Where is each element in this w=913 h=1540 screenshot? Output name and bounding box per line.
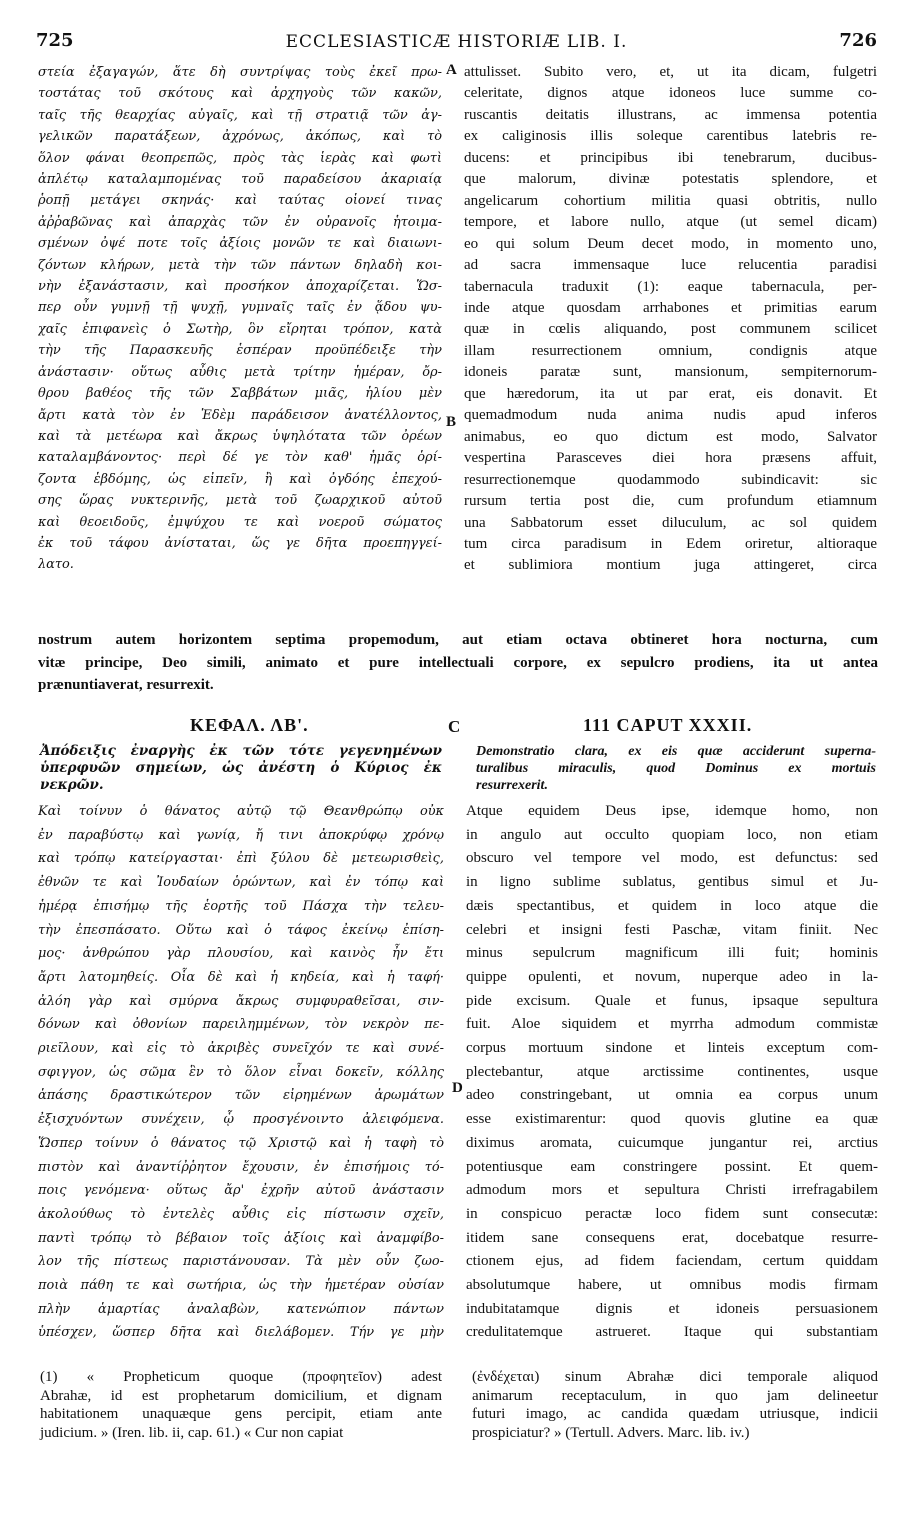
running-title: ECCLESIASTICÆ HISTORIÆ LIB. I.: [285, 32, 628, 52]
text-line: celeritate, dignos atque idoneos luce summe co-: [464, 85, 877, 102]
text-line: diximus aromata, cuicumque jungantur rei, arctius: [466, 1134, 878, 1151]
text-line: absolutumque habere, ut omnibus modis firmam: [466, 1277, 878, 1294]
text-line: καὶ τὰ μετέωρα καὶ ἄκρως ὑψηλότατα τῶν ὀρέων: [38, 428, 442, 444]
text-line: in angulo aut occulto quopiam loco, non etiam: [466, 826, 878, 843]
footnote-left: [40, 1368, 442, 1442]
text-line: itidem sane consequens erat, docebatque resurre-: [466, 1229, 878, 1246]
text-line: ταῖς τῆς θεαρχίας αὐγαῖς, καὶ τῇ στρατιᾷ τῶν ἀγ-: [38, 107, 442, 123]
text-line: attulisset. Subito vero, et, ut ita dicam, fulgetri: [464, 64, 877, 80]
text-line: angelicarum cohortium militia quasi obtritis, nullo: [464, 192, 877, 209]
running-header: [30, 30, 883, 56]
text-line: resurrexerit.: [476, 778, 548, 793]
text-line: γελικῶν παρατάξεων, ἀχρόνως, ἀκόπως, καὶ τὸ: [38, 129, 442, 145]
text-line: tum circa paradisum in Edem oriretur, altioraque: [464, 535, 877, 552]
text-line: una Sabbatorum esset diluculum, ac sol quidem: [464, 514, 877, 531]
margin-marker-d: D: [452, 1080, 463, 1096]
text-line: (ἐνδέχεται) sinum Abrahæ dici temporale aliquod: [472, 1369, 878, 1385]
text-line: potentiusque eam constringere possint. Et quem-: [466, 1158, 878, 1175]
text-line: Demonstratio clara, ex eis quæ acciderunt superna-: [476, 744, 876, 759]
text-line: σφιγγον, ὡς σῶμα ἓν τὸ ὅλον εἶναι δοκεῖν, κόλλης: [38, 1064, 444, 1080]
text-line: ἐθνῶν τε καὶ Ἰουδαίων ὁρώντων, καὶ ἐν τόπῳ καὶ: [38, 875, 444, 891]
footnote-right: [472, 1368, 878, 1442]
text-line: inde atque quosdam arrhabones et primitias earum: [464, 299, 877, 316]
text-line: πιστὸν καὶ ἀναντίῤῥητον ἔχουσιν, ἐν ἐπισήμοις τό-: [38, 1159, 444, 1175]
text-line: prænuntiaverat, resurrexit.: [38, 677, 214, 693]
text-line: ducens: et principibus ibi tenebrarum, ducibus-: [464, 149, 877, 166]
text-line: turalibus miraculis, quod Dominus ex mortuis: [476, 761, 876, 776]
text-line: illam resurrectionem omnium, condignis atque: [464, 342, 877, 359]
text-line: παντὶ τρόπῳ τὸ βέβαιον τοῖς ἀξίοις καὶ ἀναμφίβο-: [38, 1230, 444, 1246]
text-line: dæis spectantibus, et quidem in loco atque die: [466, 897, 878, 914]
latin-chapter-summary: [476, 743, 876, 794]
text-line: plectebantur, atque arctissime continentes, usque: [466, 1063, 878, 1080]
text-line: ὑπέσχεν, ὥσπερ δῆτα καὶ διελάβομεν. Τήν γε μὴν: [38, 1325, 444, 1341]
latin-column-lower: [466, 800, 878, 1345]
greek-chapter-heading: ΚΕΦΑΛ. ΛΒ'.: [190, 715, 309, 735]
text-line: λατο.: [38, 557, 74, 573]
text-line: ποιὰ πάθη τε καὶ σωτήρια, ὡς τὴν ἡμετέραν οὐσίαν: [38, 1278, 444, 1294]
text-line: futuri imago, ac candida quædam utriusque, indicii: [472, 1406, 878, 1422]
text-line: νὴν ἐξανάστασιν, καὶ προσήκον ἀποχαρίζεται. Ὥσ-: [38, 279, 442, 295]
text-line: ἡμέρᾳ ἐπισήμῳ τῆς ἑορτῆς τοῦ Πάσχα τὴν τελευ-: [38, 898, 444, 914]
text-line: ἁπάσης δραστικώτερον τῶν εἰρημένων ἀρωμάτων: [38, 1088, 444, 1104]
latin-column-upper: [464, 62, 877, 577]
text-line: ἀκολούθως τὸ ἐντελὲς αὖθις εἰς πίστωσιν σχεῖν,: [38, 1206, 444, 1222]
text-line: ριεῖλουν, καὶ εἰς τὸ ἀκριβὲς συνεῖχόν τε καὶ συνέ-: [38, 1041, 444, 1057]
text-line: resurrectionemque quodammodo subindicavit: sic: [464, 471, 877, 488]
text-line: celebri et insigni festi Paschæ, vitam finiit. Nec: [466, 921, 878, 938]
text-line: ζοντα ἑβδόμης, ὡς εἰπεῖν, ἢ καὶ ὀγδόης ἐπεχού-: [38, 471, 442, 487]
page-number-right: 726: [839, 30, 877, 51]
text-line: esse existimarentur: quod quovis glutine ea quæ: [466, 1111, 878, 1128]
text-line: περ οὖν γυμνῇ τῇ ψυχῇ, γυμναῖς ταῖς ἐν ᾅδου ψυ-: [38, 300, 442, 316]
text-line: ἀπλέτῳ καταλαμπομένας τοῦ παραδείσου ἀκαριαίᾳ: [38, 172, 442, 188]
latin-chapter-heading: 111 CAPUT XXXII.: [583, 715, 753, 735]
text-line: ἄρτι κατὰ τὸν ἐν Ἐδὲμ παράδεισον ἀνατέλλοντος,: [38, 407, 442, 423]
text-line: χαῖς ἐπιφανεὶς ὁ Σωτὴρ, ὃν εἴρηται τρόπον, κατὰ: [38, 321, 442, 337]
text-line: ὑπερφυῶν σημείων, ὡς ἀνέστη ὁ Κύριος ἐκ: [40, 760, 442, 776]
text-line: τὴν τῆς Παρασκευῆς ἑσπέραν προϋπέδειξε τὴν: [38, 343, 442, 359]
text-line: animarum receptaculum, in quo jam delineetur: [472, 1387, 878, 1404]
text-line: corpus mortuum sindone et linteis exceptum com-: [466, 1040, 878, 1057]
text-line: tempore, et labore nullo, atque (ut semel dicam): [464, 214, 877, 231]
text-line: idoneis paratæ sunt, mansionum, sempiternorum-: [464, 364, 877, 381]
text-line: ctionem ejus, ad fidem faciendam, certum quiddam: [466, 1253, 878, 1270]
text-line: σης ὥρας νυκτερινῆς, μετὰ τοῦ ζωαρχικοῦ αὐτοῦ: [38, 493, 442, 509]
text-line: ἀῤῥαβῶνας καὶ ἀπαρχὰς τῶν ἐν οὐρανοῖς ἡτοιμα-: [38, 214, 442, 230]
text-line: prospiciatur? » (Tertull. Advers. Marc. lib. iv.): [472, 1424, 750, 1441]
greek-chapter-summary: [40, 743, 442, 794]
text-line: animabus, eo quo dictum est modo, Salvator: [464, 428, 877, 445]
text-line: quippe opulenti, et novum, nuperque adeo in la-: [466, 968, 878, 985]
text-line: ἄρτι λατομηθείς. Οἷα δὲ καὶ ἡ κηδεία, καὶ ἡ ταφή·: [38, 969, 444, 985]
greek-column-upper: [38, 62, 442, 576]
text-line: ἀλόη γὰρ καὶ σμύρνα ἄκρως συμφυραθεῖσαι, σιν-: [38, 993, 444, 1009]
text-line: rursum tertia post die, cum profundum etiamnum: [464, 493, 877, 510]
text-line: σμένων ὀψέ ποτε τοῖς ἀξίοις μονῶν τε καὶ διαιωνι-: [38, 236, 442, 252]
page-number-left: 725: [36, 30, 74, 51]
text-line: ὅλον φάναι θεοπρεπῶς, πρὸς τὰς ἱερὰς καὶ φωτὶ: [38, 150, 442, 166]
greek-column-lower: [38, 800, 444, 1345]
text-line: admodum mors et sepultura Christi irrefragabilem: [466, 1182, 878, 1199]
text-line: λον τῆς πίστεως παριστάνουσαν. Τὰ μὲν οὖν ζωο-: [38, 1254, 444, 1270]
text-line: quemadmodum nuda anima nudis apud inferos: [464, 407, 877, 424]
text-line: νεκρῶν.: [40, 777, 104, 793]
text-line: judicium. » (Iren. lib. ii, cap. 61.) « Cur non capiat: [40, 1424, 344, 1441]
text-line: πλὴν ἁμαρτίας ἀναλαβὼν, κατενώπιον πάντων: [38, 1301, 444, 1317]
text-line: credulitatemque astrueret. Itaque qui substantiam: [466, 1324, 878, 1341]
text-line: Ὥσπερ τοίνυν ὁ θάνατος τῷ Χριστῷ καὶ ἡ ταφὴ τὸ: [38, 1135, 444, 1151]
text-line: (1) « Propheticum quoque (προφητεῖον) adest: [40, 1369, 442, 1385]
text-line: vitæ principe, Deo simili, animato et pure intellectuali corpore, ex sepulcro prodiens, ita ut antea: [38, 654, 878, 671]
text-line: fuit. Aloe siquidem et myrrha admodum commistæ: [466, 1016, 878, 1033]
text-line: δόνων καὶ ὀθονίων παρειλημμένων, τὸν νεκρὸν πε-: [38, 1017, 444, 1033]
text-line: ἐν παραβύστῳ καὶ γωνίᾳ, ἤ τινι ἀποκρύφῳ χρόνῳ: [38, 827, 444, 843]
text-line: Atque equidem Deus ipse, idemque homo, non: [466, 803, 878, 819]
text-line: vespertina Parasceves diei hora præsens affuit,: [464, 450, 877, 467]
text-line: ad sacra immensaque luce relucentia paradisi: [464, 257, 877, 274]
text-line: Ἀπόδειξις ἐναργὴς ἐκ τῶν τότε γεγενημένων: [40, 743, 442, 759]
text-line: quæ in cœlis aliquando, post communem scilicet: [464, 321, 877, 338]
text-line: que hæredorum, ita ut par erat, eis donavit. Et: [464, 385, 877, 402]
text-line: tabernacula traduxit (1): eaque tabernacula, per-: [464, 278, 877, 295]
text-line: adeo constringebant, ut omnia ea corpus unum: [466, 1087, 878, 1104]
text-line: στεία ἐξαγαγών, ἅτε δὴ συντρίψας τοὺς ἐκεῖ πρω-: [38, 65, 442, 80]
text-line: ἐκ τοῦ τάφου ἀνίσταται, ὥς γε δῆτα προεπηγγεί-: [38, 535, 442, 551]
margin-marker-c: C: [448, 717, 461, 736]
text-line: καὶ θεοειδοῦς, ἐμψύχου τε καὶ νοεροῦ σώματος: [38, 514, 442, 530]
text-line: eo qui solum Deum decet modo, in momento uno,: [464, 235, 877, 252]
text-line: indubitatamque dignis et idoneis persuasionem: [466, 1300, 878, 1317]
text-line: ζόντων κλήρων, μετὰ τὴν τῶν πάντων δηλαδὴ κοι-: [38, 257, 442, 273]
text-line: in ligno sublime sublatus, gentibus simul et Ju-: [466, 874, 878, 891]
text-line: θρου βαθέος τῆς τῶν Σαββάτων μιᾶς, ἡλίου μὲν: [38, 386, 442, 402]
text-line: μος· ἀνθρώπου γὰρ πλουσίου, καὶ καινὸς ἦν ἔτι: [38, 946, 444, 962]
text-line: obscuro vel tempore vel modo, est defunctus: sed: [466, 850, 878, 867]
text-line: τὴν ἐπεσπάσατο. Οὕτω καὶ ὁ τάφος ἐκείνῳ ἐπίση-: [38, 922, 444, 938]
text-line: ῥοπῇ μετάγει σκηνάς· καὶ ταύτας οἱονεί τινας: [38, 193, 442, 209]
text-line: Καὶ τοίνυν ὁ θάνατος αὐτῷ τῷ Θεανθρώπῳ οὐκ: [38, 804, 444, 819]
text-line: et sublimiora montium juga attingeret, circa: [464, 557, 877, 574]
text-line: minus sepulcrum magnificum illi fuit; hominis: [466, 945, 878, 962]
margin-marker-b: B: [446, 414, 457, 430]
text-line: habitationem unaquæque gens percipit, etiam ante: [40, 1406, 442, 1422]
text-line: Abrahæ, id est prophetarum domicilium, et dignam: [40, 1387, 442, 1404]
text-line: pide excisum. Quale et funus, ipsaque sepultura: [466, 992, 878, 1009]
text-line: ἐξισχυόντων συνέχειν, ᾧ προσγένοιντο ἀλειφόμενα.: [38, 1112, 444, 1128]
margin-marker-a: A: [446, 62, 457, 78]
text-line: nostrum autem horizontem septima propemodum, aut etiam octava obtineret hora nocturna, cum: [38, 632, 878, 648]
text-line: que malorum, divinæ potestatis splendore, et: [464, 171, 877, 188]
text-line: τοστάτας τοῦ σκότους καὶ ἀρχηγοὺς τῶν κακῶν,: [38, 86, 442, 102]
text-line: ἀνάστασιν· οὕτως αὖθις μετὰ τρίτην ἡμέραν, ὄρ-: [38, 364, 442, 380]
latin-full-width-continuation: [38, 629, 878, 697]
text-line: ποις γενόμενα· οὕτως ἄρ' ἐχρῆν αὐτοῦ ἀνάστασιν: [38, 1183, 444, 1199]
text-line: in conspicuo peractæ loco fidem sunt consecutæ:: [466, 1205, 878, 1222]
text-line: καταλαμβάνοντος· περὶ δέ γε τὸν καθ' ἡμᾶς ὁρί-: [38, 450, 442, 466]
text-line: ex caliginosis illis soleque carentibus latebris re-: [464, 128, 877, 145]
text-line: καὶ τρόπῳ κατείργασται· ἐπὶ ξύλου δὲ μετεωρισθεὶς,: [38, 851, 444, 867]
text-line: ruscantis deitatis illustrans, ac immensa potentia: [464, 106, 877, 123]
